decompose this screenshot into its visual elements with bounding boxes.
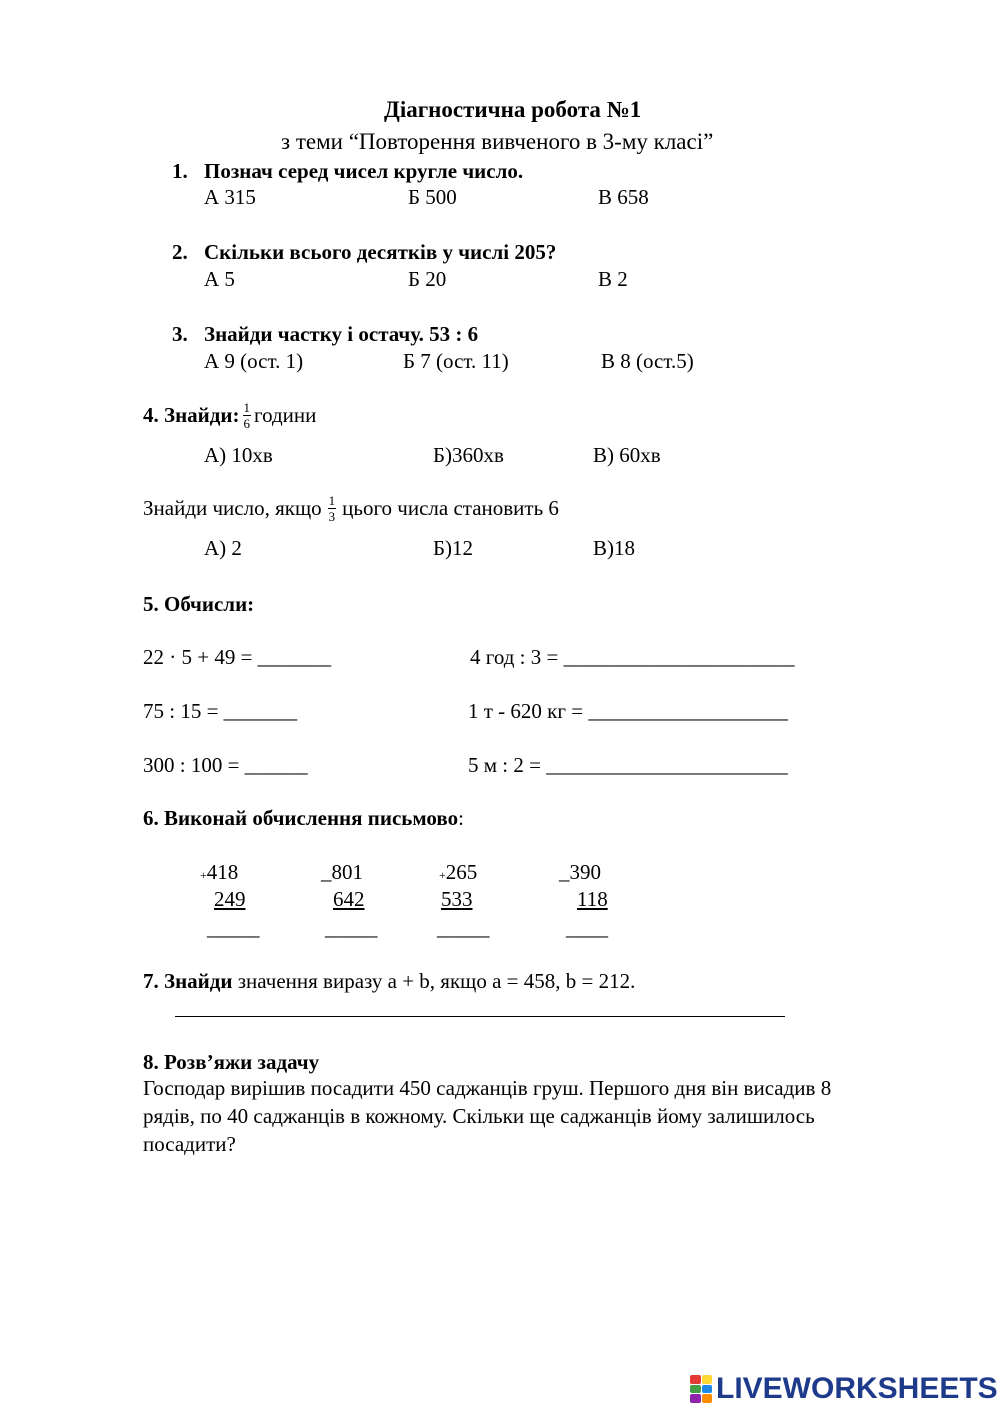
q6-col2-sign: _ [321,860,332,884]
q2-option-c[interactable]: В 2 [598,267,628,291]
q6-col1-answer[interactable]: _____ [207,916,260,940]
liveworksheets-brand: LIVEWORKSHEETS [716,1372,998,1405]
q7-label: 7. Знайди [143,969,233,993]
q1-option-b[interactable]: Б 500 [408,185,457,209]
q6-col1-bottom: 249 [214,887,246,911]
q1-question: Познач серед чисел кругле число. [204,159,524,183]
q4-sub-option-b[interactable]: Б)12 [433,536,474,560]
q1-number: 1. [172,159,188,183]
q6-col3-sign: + [439,868,446,882]
q6-col2-answer[interactable]: _____ [325,916,378,940]
q6-col2-bottom: 642 [333,887,365,911]
q6-col1-sign: + [200,868,207,882]
q5-expr-left-3[interactable]: 300 : 100 = ______ [143,753,308,777]
q4-option-c[interactable]: В) 60хв [593,443,661,467]
q2-option-b[interactable]: Б 20 [408,267,447,291]
q4-sub-frac-num: 1 [328,493,336,508]
q5-expr-right-1[interactable]: 4 год : 3 = ______________________ [470,645,795,669]
page-title: Діагностична робота №1 [384,97,642,122]
q3-number: 3. [172,322,188,346]
q6-col4-sign: _ [559,860,570,884]
q4-line [143,401,316,430]
q5-label: 5. Обчисли: [143,592,255,616]
q6-col2-top-value: 801 [331,860,363,884]
q5-expr-left-2[interactable]: 75 : 15 = _______ [143,699,298,723]
q1-option-a[interactable]: А 315 [204,185,256,209]
q2-number: 2. [172,240,188,264]
q4-option-b[interactable]: Б)360хв [433,443,504,467]
q1-option-c[interactable]: В 658 [598,185,649,209]
logo-block-6 [702,1394,713,1403]
q6-col4-bottom: 118 [577,887,608,911]
q4-option-a[interactable]: А) 10хв [204,443,273,467]
q4-sub-frac-den: 3 [328,509,336,524]
q6-col2-top [321,862,363,883]
q6-col1-top [200,862,238,883]
q5-expr-right-3[interactable]: 5 м : 2 = _______________________ [468,753,788,777]
q4-sub-line [143,494,559,523]
q2-option-a[interactable]: А 5 [204,267,235,291]
q6-col3-bottom: 533 [441,887,473,911]
q6-col4-top-value: 390 [569,860,601,884]
q3-option-a[interactable]: А 9 (ост. 1) [204,349,304,373]
q4-sub-fraction [328,494,337,523]
logo-block-2 [702,1375,713,1384]
q6-col1-top-value: 418 [206,860,239,884]
logo-block-4 [702,1385,713,1394]
q7-text: значення виразу a + b, якщо a = 458, b = 212. [237,969,636,993]
q3-option-b[interactable]: Б 7 (ост. 11) [403,349,509,373]
logo-block-5 [690,1394,701,1403]
q7-answer-line[interactable] [175,1016,785,1017]
q7-line [143,971,635,992]
q6-label [143,808,464,829]
q8-text-line-1: Господар вирішив посадити 450 саджанців груш. Першого дня він висадив 8 [143,1076,832,1100]
q6-label-bold: 6. Виконай обчислення письмово [143,806,459,830]
q4-sub-option-a[interactable]: А) 2 [204,536,242,560]
q4-sub-prefix: Знайди число, якщо [143,496,322,520]
q6-col4-answer[interactable]: ____ [566,916,608,940]
q3-option-c[interactable]: В 8 (ост.5) [601,349,694,373]
q6-col3-answer[interactable]: _____ [437,916,490,940]
q4-tail: години [254,403,317,427]
q6-col3-top [439,862,477,883]
q6-label-tail: : [458,806,464,830]
logo-block-3 [690,1385,701,1394]
q4-frac-num: 1 [243,400,250,415]
q8-label: 8. Розв’яжи задачу [143,1050,320,1074]
q5-expr-left-1[interactable]: 22 · 5 + 49 = _______ [143,645,332,669]
q4-fraction [243,401,252,430]
q4-sub-option-c[interactable]: В)18 [593,536,635,560]
q4-sub-suffix: цього числа становить 6 [342,496,559,520]
q8-text-line-2: рядів, по 40 саджанців в кожному. Скільки ще саджанців йому залишилось [143,1104,815,1128]
page-subtitle: з теми “Повторення вивченого в 3-му класі” [281,129,714,154]
q6-col4-top [559,862,601,883]
q8-text-line-3: посадити? [143,1132,236,1156]
q2-question: Скільки всього десятків у числі 205? [204,240,557,264]
logo-block-1 [690,1375,701,1384]
q4-frac-den: 6 [243,416,250,431]
q4-label: 4. Знайди: [143,403,240,427]
q3-question: Знайди частку і остачу. 53 : 6 [204,322,479,346]
q6-col3-top-value: 265 [445,860,478,884]
liveworksheets-logo-icon [690,1375,712,1403]
q5-expr-right-2[interactable]: 1 т - 620 кг = ___________________ [468,699,788,723]
liveworksheets-logo [690,1374,998,1404]
